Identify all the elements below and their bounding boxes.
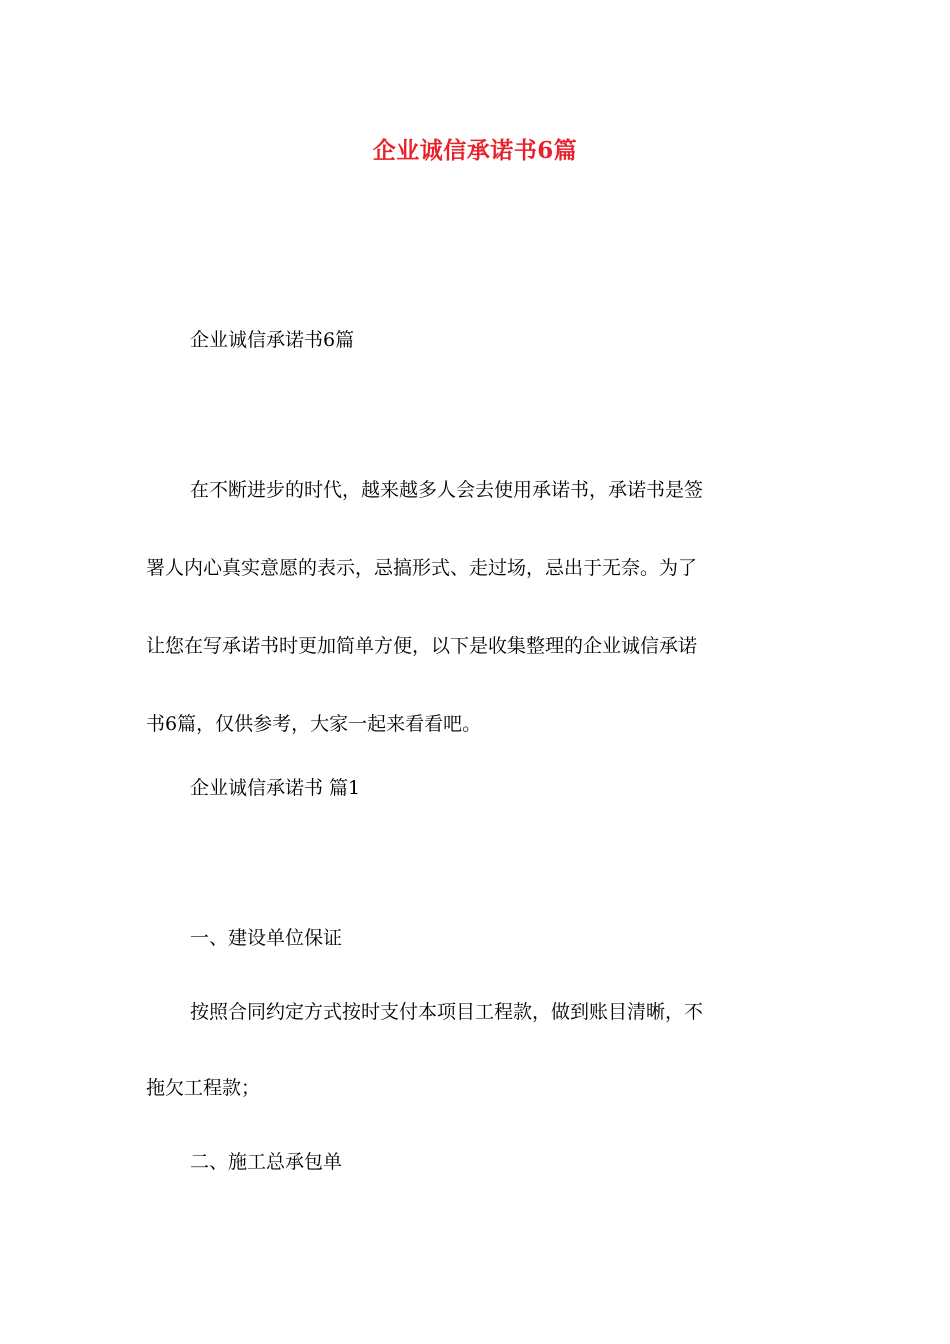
document-subtitle: 企业诚信承诺书6篇: [190, 329, 355, 351]
intro-line-1: 在不断进步的时代，越来越多人会去使用承诺书，承诺书是签: [190, 479, 704, 501]
item2-heading: 二、施工总承包单: [190, 1151, 343, 1173]
document-title: 企业诚信承诺书6篇: [372, 137, 578, 164]
intro-paragraph: [146, 472, 806, 742]
item1-heading: 一、建设单位保证: [190, 927, 343, 949]
intro-line-4: 书6篇，仅供参考，大家一起来看看吧。: [146, 713, 482, 735]
intro-line-2: 署人内心真实意愿的表示，忌搞形式、走过场，忌出于无奈。为了: [146, 557, 698, 579]
item1-line-1: 按照合同约定方式按时支付本项目工程款，做到账目清晰，不: [190, 1001, 704, 1023]
item1-paragraph: [146, 994, 806, 1106]
intro-line-3: 让您在写承诺书时更加简单方便，以下是收集整理的企业诚信承诺: [146, 635, 698, 657]
item1-line-2: 拖欠工程款；: [146, 1077, 261, 1099]
section-heading: 企业诚信承诺书 篇1: [190, 777, 361, 799]
